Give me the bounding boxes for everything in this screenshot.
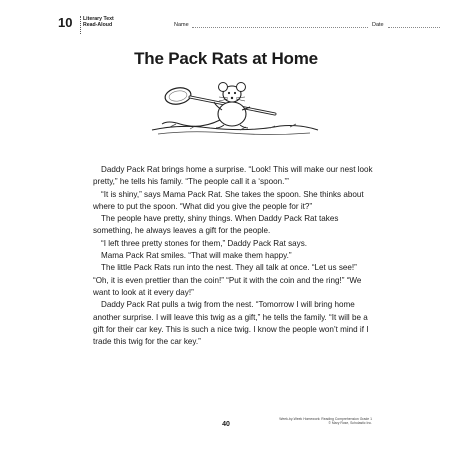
story-paragraph: The little Pack Rats run into the nest. They all talk at once. “Let us see!” “Oh, it is even prettier than the coin!” “Put it with the coin and the ring!” “We want to look at it every day!” bbox=[93, 263, 362, 297]
date-field[interactable] bbox=[388, 27, 440, 28]
genre-label bbox=[83, 16, 114, 28]
story-paragraph: “It is shiny,” says Mama Pack Rat. She takes the spoon. She thinks about where to put the spoon. “What did you give the people for it?” bbox=[93, 189, 364, 211]
story-paragraph: “I left three pretty stones for them,” Daddy Pack Rat says. bbox=[101, 238, 308, 248]
story-paragraph: Daddy Pack Rat brings home a surprise. “Look! This will make our nest look pretty,” he tells his family. “The people call it a ‘spoon.’” bbox=[93, 165, 373, 187]
story-paragraph: Mama Pack Rat smiles. “That will make them happy.” bbox=[101, 251, 292, 261]
genre-line-2: Read-Aloud bbox=[83, 22, 113, 28]
story-paragraph: Daddy Pack Rat pulls a twig from the nest. “Tomorrow I will bring home another surprise. I will leave this twig as a gift,” he tells the family. “It will be a gift for their car key. This is such a nice twig. I know the people won’t mind if I trade this twig for the car key.” bbox=[93, 300, 369, 347]
credit-line-1: Week-by-Week Homework: Reading Comprehension Grade 1 bbox=[279, 417, 372, 421]
pack-rat-illustration bbox=[150, 80, 320, 140]
header-divider bbox=[80, 16, 81, 34]
date-label: Date bbox=[372, 22, 384, 28]
story-paragraph: The people have pretty, shiny things. When Daddy Pack Rat takes something, he always leaves a gift for the people. bbox=[93, 214, 339, 236]
copyright-credit bbox=[279, 417, 372, 426]
worksheet-header bbox=[58, 14, 398, 36]
name-field[interactable] bbox=[192, 27, 368, 28]
name-label: Name bbox=[174, 22, 189, 28]
genre-line-1: Literary Text bbox=[83, 16, 114, 22]
page-number: 40 bbox=[222, 421, 230, 428]
story-title: The Pack Rats at Home bbox=[134, 49, 318, 68]
lesson-number: 10 bbox=[58, 15, 73, 30]
credit-line-2: © Mary Rose, Scholastic Inc. bbox=[328, 421, 372, 426]
story-text bbox=[93, 164, 373, 348]
